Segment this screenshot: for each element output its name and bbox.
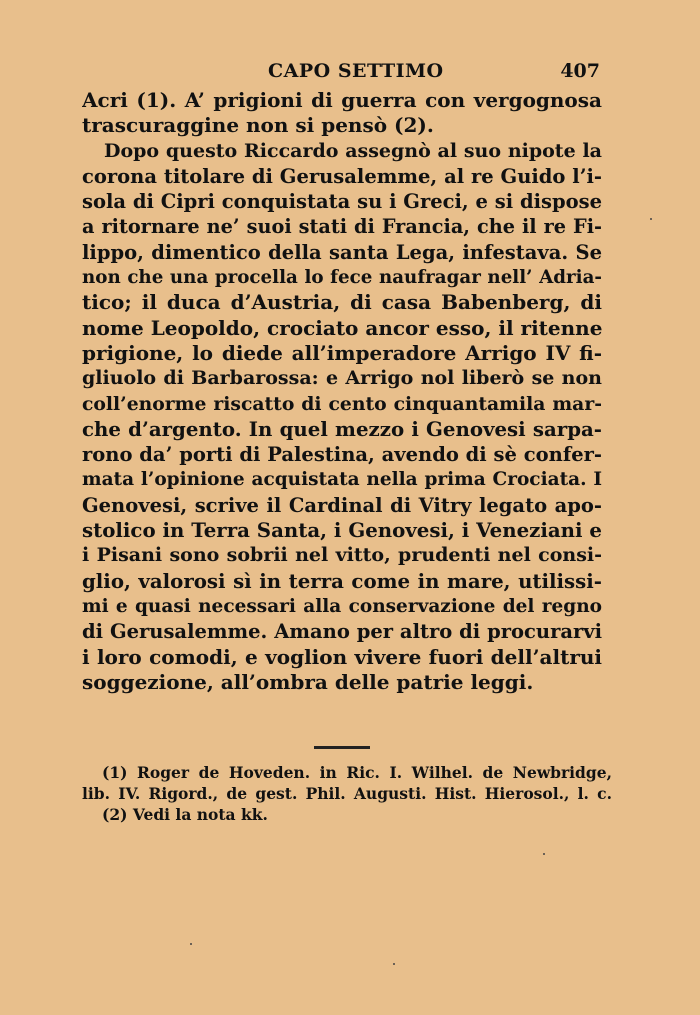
text-line: corona titolare di Gerusalemme, al re Guido l’i- (82, 164, 602, 188)
running-title: CAPO SETTIMO (268, 60, 444, 82)
text-line: mata l’opinione acquistata nella prima Crociata. I (82, 469, 602, 491)
text-line: Genovesi, scrive il Cardinal di Vitry legato apo- (82, 493, 602, 517)
text-line: prigione, lo diede all’imperadore Arrigo IV fi- (82, 340, 602, 365)
running-head (82, 60, 602, 86)
text-line: trascuraggine non si pensò (2). (82, 113, 434, 138)
text-line: gliuolo di Barbarossa: e Arrigo nol liberò se non (82, 367, 602, 390)
paper-speck (190, 943, 192, 945)
text-line: Acri (1). A’ prigioni di guerra con vergognosa (82, 88, 602, 112)
text-line: rono da’ porti di Palestina, avendo di sè confer- (82, 443, 602, 467)
text-line: non che una procella lo fece naufragar nell’ Adria- (82, 267, 602, 289)
text-line: tico; il duca d’Austria, di casa Babenberg, di (82, 290, 602, 315)
text-line: glio, valorosi sì in terra come in mare, utilissi- (82, 568, 602, 593)
paper-speck (650, 218, 652, 220)
text-line: soggezione, all’ombra delle patrie leggi. (82, 669, 534, 694)
footnote-separator (314, 746, 370, 749)
footnote-1: (1) Roger de Hoveden. in Ric. I. Wilhel. de Newbridge, (102, 763, 612, 782)
body-text (82, 88, 602, 695)
text-line: nome Leopoldo, crociato ancor esso, il ritenne (82, 315, 602, 340)
text-line: di Gerusalemme. Amano per altro di procurarvi (82, 620, 602, 644)
page-number: 407 (560, 60, 600, 82)
paper-speck (393, 963, 395, 965)
footnotes (82, 762, 612, 825)
text-line: coll’enorme riscatto di cento cinquantamila mar- (82, 392, 602, 415)
paper-speck (543, 853, 545, 855)
text-line: a ritornare ne’ suoi stati di Francia, che il re Fi- (82, 215, 602, 239)
text-line: i Pisani sono sobrii nel vitto, prudenti nel consi- (82, 544, 602, 567)
text-line: Dopo questo Riccardo assegnò al suo nipote la (104, 139, 602, 162)
text-line: i loro comodi, e voglion vivere fuori dell’altrui (82, 644, 602, 669)
footnote-2: (2) Vedi la nota kk. (102, 805, 268, 824)
text-line: che d’argento. In quel mezzo i Genovesi sarpa- (82, 416, 602, 441)
text-line: lippo, dimentico della santa Lega, infestava. Se (82, 240, 602, 264)
footnote-1-continuation: lib. IV. Rigord., de gest. Phil. Augusti. Hist. Hierosol., l. c. (82, 784, 612, 803)
text-line: sola di Cipri conquistata su i Greci, e si dispose (82, 190, 602, 214)
text-line: mi e quasi necessari alla conservazione del regno (82, 595, 602, 617)
text-line: stolico in Terra Santa, i Genovesi, i Veneziani e (82, 518, 602, 543)
